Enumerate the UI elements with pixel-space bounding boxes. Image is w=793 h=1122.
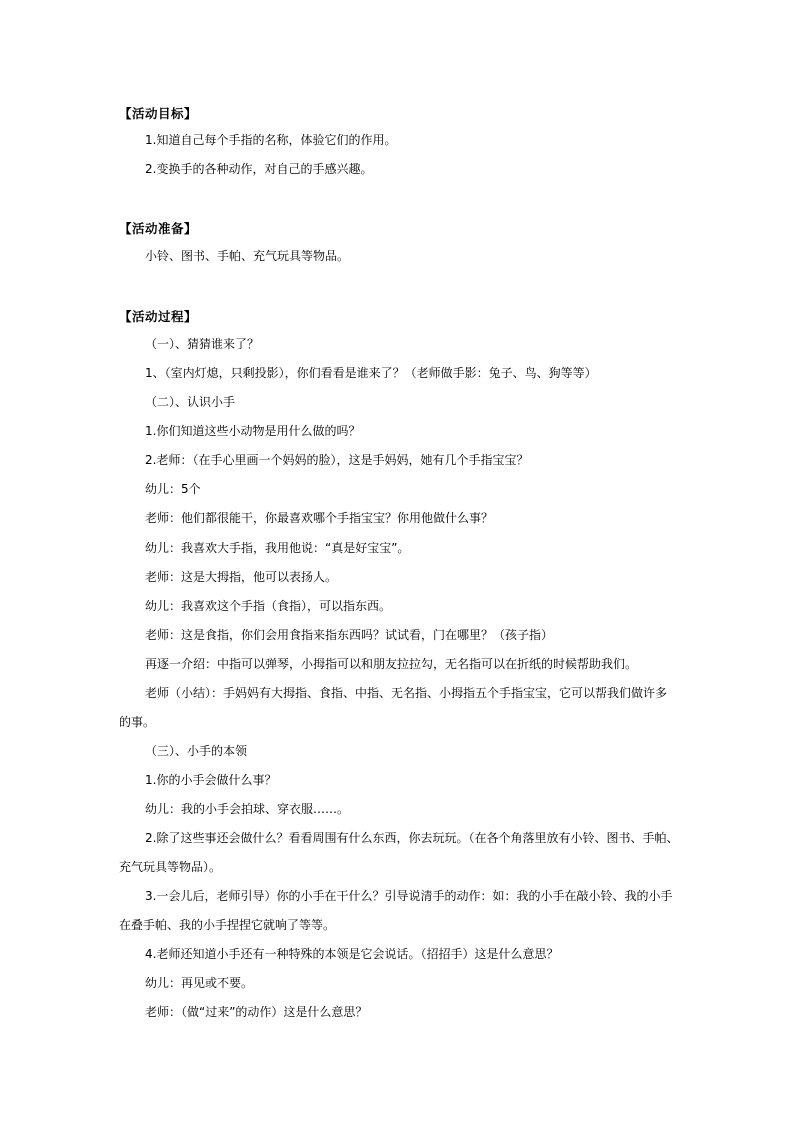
process-line: 幼儿：5个	[145, 482, 201, 496]
process-line: 4.老师还知道小手还有一种特殊的本领是它会说话。（招招手）这是什么意思？	[145, 947, 559, 961]
process-line: 1、（室内灯熄，只剩投影），你们看看是谁来了？（老师做手影：兔子、鸟、狗等等）	[145, 366, 597, 380]
process-line: 幼儿：再见或不要。	[145, 976, 254, 990]
process-line: （一）、猜猜谁来了？	[145, 337, 260, 351]
process-line: 在叠手帕、我的小手捏捏它就响了等等。	[119, 918, 336, 932]
process-line: 幼儿：我喜欢这个手指（食指），可以指东西。	[145, 599, 392, 613]
process-line: 2.老师：（在手心里画一个妈妈的脸），这是手妈妈，她有几个手指宝宝？	[145, 453, 529, 467]
process-line: 2.除了这些事还会做什么？看看周围有什么东西，你去玩玩。（在各个角落里放有小铃、图书、手帕、	[145, 831, 679, 845]
process-line: 老师：（做“过来”的动作）这是什么意思？	[145, 1005, 368, 1019]
process-line: 充气玩具等物品）。	[119, 860, 222, 874]
process-line: 老师：他们都很能干，你最喜欢哪个手指宝宝？你用他做什么事？	[145, 511, 494, 525]
section-heading-process: 【活动过程】	[119, 309, 198, 324]
process-line: 再逐一介绍：中指可以弹琴，小拇指可以和朋友拉拉勾，无名指可以在折纸的时候帮助我们。	[145, 657, 638, 671]
process-line: 1.你的小手会做什么事？	[145, 773, 277, 787]
process-line: 幼儿：我的小手会拍球、穿衣服……。	[145, 802, 350, 816]
process-line: 老师：这是食指，你们会用食指来指东西吗？试试看，门在哪里？（孩子指）	[145, 628, 554, 642]
process-line: 老师（小结）：手妈妈有大拇指、食指、中指、无名指、小拇指五个手指宝宝，它可以帮我们做许多	[145, 686, 668, 700]
process-line: 老师：这是大拇指，他可以表扬人。	[145, 570, 338, 584]
section-heading-prep: 【活动准备】	[119, 221, 198, 236]
process-line: 3.一会儿后，老师引导）你的小手在干什么？引导说清手的动作：如：我的小手在敲小铃、我的小手	[145, 889, 673, 903]
goal-item-1: 1.知道自己每个手指的名称，体验它们的作用。	[145, 133, 397, 147]
process-line: 1.你们知道这些小动物是用什么做的吗？	[145, 424, 361, 438]
process-line: 幼儿：我喜欢大手指，我用他说：“真是好宝宝”。	[145, 541, 410, 555]
process-line: （二）、认识小手	[145, 395, 236, 409]
prep-item-1: 小铃、图书、手帕、充气玩具等物品。	[145, 249, 350, 263]
goal-item-2: 2.变换手的各种动作，对自己的手感兴趣。	[145, 162, 373, 176]
section-heading-goal: 【活动目标】	[119, 106, 198, 121]
process-line: 的事。	[119, 715, 156, 729]
process-line: （三）、小手的本领	[145, 744, 248, 758]
